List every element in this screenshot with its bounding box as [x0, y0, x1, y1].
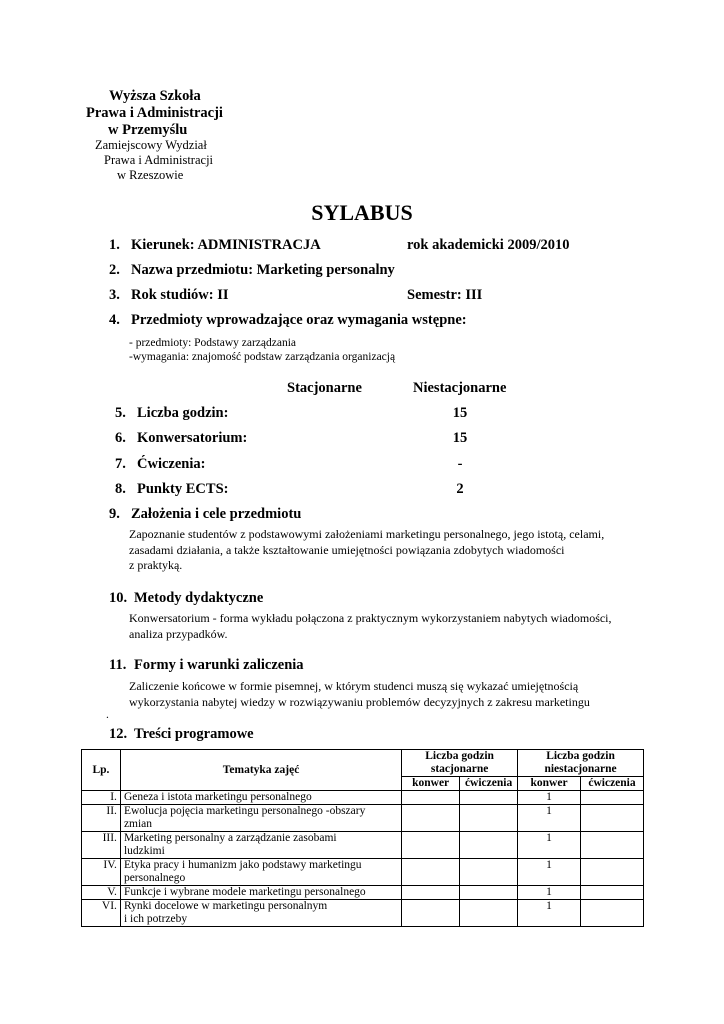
row-konwer-stac: [402, 859, 460, 886]
section-10-num: 10.: [109, 590, 128, 606]
sub-cwiczenia-niestac: ćwiczenia: [581, 777, 644, 791]
row-topic-line: ludzkimi: [123, 845, 165, 857]
item-8-num: 8.: [115, 481, 126, 497]
item-5-num: 5.: [115, 405, 126, 421]
sub-konwer-niestac: konwer: [518, 777, 581, 791]
item-6-label: Konwersatorium:: [137, 430, 248, 446]
section-11-line: wykorzystania nabytej wiedzy w rozwiązywaniu problemów decyzyjnych z zakresu marketingu: [129, 694, 590, 709]
section-9-text: [129, 527, 639, 574]
row-topic-line: zmian: [123, 818, 153, 830]
item-5-label: Liczba godzin:: [137, 405, 229, 421]
item-3-label: Rok studiów: II: [131, 287, 229, 303]
section-11-text: [129, 679, 639, 710]
item-3-num: 3.: [109, 287, 120, 303]
row-cwiczenia-niestac: [581, 805, 644, 832]
row-cwiczenia-niestac: [581, 886, 644, 900]
table-row: [82, 900, 644, 927]
row-topic: [120, 805, 401, 832]
section-12-title: Treści programowe: [134, 726, 254, 742]
row-cwiczenia-niestac: [581, 832, 644, 859]
row-topic-line: Rynki docelowe w marketingu personalnym: [123, 900, 328, 912]
row-konwer-stac: [402, 886, 460, 900]
item-1-year: rok akademicki 2009/2010: [407, 237, 570, 253]
section-9-line: Zapoznanie studentów z podstawowymi założeniami marketingu personalnego, jego istotą, celami,: [129, 527, 605, 541]
prereq-line2: -wymagania: znajomość podstaw zarządzania organizacją: [129, 351, 396, 363]
table-row: [82, 805, 644, 832]
item-1-label: Kierunek: ADMINISTRACJA: [131, 237, 321, 253]
header-niestacjonarne: Niestacjonarne: [413, 380, 507, 396]
row-cwiczenia-stac: [460, 832, 518, 859]
row-lp: II.: [82, 805, 121, 832]
row-konwer-stac: [402, 791, 460, 805]
row-topic: [120, 900, 401, 927]
row-konwer-niestac: 1: [518, 859, 581, 886]
section-11-title: Formy i warunki zaliczenia: [134, 657, 304, 673]
section-9-line: zasadami działania, a także kształtowanie umiejętności powiązania zdobytych wiadomości: [129, 542, 565, 557]
item-8-value: 2: [456, 481, 464, 497]
section-11-num: 11.: [109, 657, 127, 673]
item-2-label: Nazwa przedmiotu: Marketing personalny: [131, 262, 395, 278]
group-stacjonarne-line2: stacjonarne: [430, 763, 489, 775]
table-row: [82, 886, 644, 900]
row-lp: VI.: [82, 900, 121, 927]
section-12-num: 12.: [109, 726, 128, 742]
row-cwiczenia-stac: [460, 900, 518, 927]
row-cwiczenia-niestac: [581, 791, 644, 805]
row-konwer-niestac: 1: [518, 832, 581, 859]
item-6-num: 6.: [115, 430, 126, 446]
item-7-label: Ćwiczenia:: [137, 456, 206, 472]
row-topic-line: Etyka pracy i humanizm jako podstawy marketingu: [123, 859, 362, 871]
col-lp: Lp.: [82, 750, 121, 791]
item-2-num: 2.: [109, 262, 120, 278]
row-topic: [120, 832, 401, 859]
col-topic: Tematyka zajęć: [120, 750, 401, 791]
header-stacjonarne: Stacjonarne: [287, 380, 362, 396]
item-5-value: 15: [452, 405, 468, 421]
row-lp: IV.: [82, 859, 121, 886]
row-topic: [120, 791, 401, 805]
section-10-line: analiza przypadków.: [129, 626, 228, 641]
prereq-line1: - przedmioty: Podstawy zarządzania: [129, 337, 297, 349]
group-niestacjonarne-line2: niestacjonarne: [544, 763, 617, 775]
table-header-row: [82, 750, 644, 777]
row-lp: V.: [82, 886, 121, 900]
sub-konwer-stac: konwer: [402, 777, 460, 791]
school-name-line1: Wyższa Szkoła: [109, 88, 201, 104]
row-konwer-niestac: 1: [518, 886, 581, 900]
faculty-line2: Prawa i Administracji: [104, 153, 214, 167]
table-row: [82, 832, 644, 859]
row-topic: [120, 859, 401, 886]
group-stacjonarne: [402, 750, 518, 777]
row-lp: I.: [82, 791, 121, 805]
item-3-semester: Semestr: III: [407, 287, 483, 303]
row-konwer-stac: [402, 805, 460, 832]
row-konwer-stac: [402, 832, 460, 859]
school-name-line2: Prawa i Administracji: [86, 105, 223, 121]
faculty-line1: Zamiejscowy Wydział: [95, 138, 207, 152]
row-topic-line: Ewolucja pojęcia marketingu personalnego -obszary: [123, 805, 366, 817]
section-9-title: Założenia i cele przedmiotu: [131, 506, 302, 522]
section-11-line: Zaliczenie końcowe w formie pisemnej, w którym studenci muszą się wykazać umiejętnością: [129, 679, 579, 693]
section-10-text: [129, 611, 639, 642]
row-cwiczenia-niestac: [581, 900, 644, 927]
row-topic-line: Marketing personalny a zarządzanie zasobami: [123, 832, 337, 844]
row-cwiczenia-stac: [460, 791, 518, 805]
row-topic-line: personalnego: [123, 872, 186, 884]
item-7-num: 7.: [115, 456, 126, 472]
section-10-line: Konwersatorium - forma wykładu połączona z praktycznym wykorzystaniem nabytych wiadomości,: [129, 611, 612, 625]
row-topic-line: Geneza i istota marketingu personalnego: [123, 791, 312, 803]
group-niestacjonarne-line1: Liczba godzin: [546, 750, 615, 762]
item-7-value: -: [457, 456, 463, 472]
group-niestacjonarne: [518, 750, 644, 777]
item-8-label: Punkty ECTS:: [137, 481, 229, 497]
section-9-line: z praktyką.: [129, 558, 183, 572]
row-cwiczenia-stac: [460, 859, 518, 886]
row-topic: [120, 886, 401, 900]
page-title: SYLABUS: [311, 200, 413, 225]
row-konwer-niestac: 1: [518, 805, 581, 832]
school-name-line3: w Przemyślu: [108, 122, 188, 138]
row-topic-line: Funkcje i wybrane modele marketingu personalnego: [123, 886, 366, 898]
group-stacjonarne-line1: Liczba godzin: [425, 750, 494, 762]
program-table: [81, 749, 644, 927]
item-4-num: 4.: [109, 312, 120, 328]
row-lp: III.: [82, 832, 121, 859]
table-row: [82, 791, 644, 805]
sub-cwiczenia-stac: ćwiczenia: [460, 777, 518, 791]
stray-dot: .: [106, 709, 109, 721]
item-4-label: Przedmioty wprowadzające oraz wymagania wstępne:: [131, 312, 467, 328]
item-6-value: 15: [452, 430, 468, 446]
row-topic-line: i ich potrzeby: [123, 913, 188, 925]
faculty-line3: w Rzeszowie: [117, 168, 184, 182]
item-1-num: 1.: [109, 237, 120, 253]
row-konwer-stac: [402, 900, 460, 927]
table-row: [82, 859, 644, 886]
row-cwiczenia-stac: [460, 886, 518, 900]
row-cwiczenia-stac: [460, 805, 518, 832]
section-9-num: 9.: [109, 506, 120, 522]
row-konwer-niestac: 1: [518, 791, 581, 805]
section-10-title: Metody dydaktyczne: [134, 590, 264, 606]
row-cwiczenia-niestac: [581, 859, 644, 886]
row-konwer-niestac: 1: [518, 900, 581, 927]
